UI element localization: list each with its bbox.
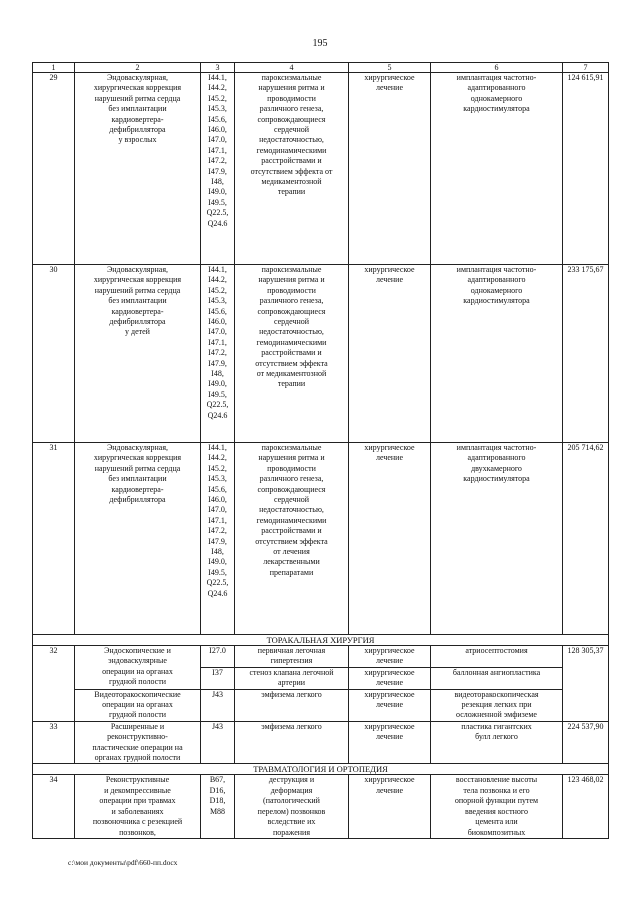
text-line: I49.5, bbox=[208, 567, 227, 577]
text-line: у взрослых bbox=[118, 135, 157, 145]
row-number: 30 bbox=[33, 265, 75, 443]
cell-model bbox=[235, 775, 349, 838]
text-line: B67, bbox=[209, 775, 226, 785]
text-line: дефибриллятора bbox=[109, 317, 166, 327]
text-line: I49.0, bbox=[208, 187, 227, 197]
cell-type bbox=[349, 667, 431, 689]
text-line: Расширенные и bbox=[110, 721, 165, 731]
text-line: I47.2, bbox=[208, 156, 227, 166]
text-line: введения костного bbox=[465, 806, 528, 816]
cell-codes bbox=[201, 775, 235, 838]
row-number: 34 bbox=[33, 775, 75, 838]
row-number: 31 bbox=[33, 443, 75, 635]
text-line: позвоночника с резекцией bbox=[92, 817, 183, 827]
text-line: лечение bbox=[375, 656, 404, 666]
table-row bbox=[33, 73, 609, 265]
text-line: атриосептостомия bbox=[465, 646, 528, 655]
text-line: кардиовертера- bbox=[111, 114, 164, 124]
text-line: I45.3, bbox=[208, 474, 227, 484]
text-line: лечение bbox=[375, 732, 404, 742]
text-line: I47.9, bbox=[208, 536, 227, 546]
cell-method bbox=[431, 775, 563, 838]
text-line: адаптированного bbox=[467, 83, 526, 93]
text-line: органах грудной полости bbox=[94, 753, 181, 763]
table-row bbox=[33, 689, 609, 721]
text-line: пластика гигантских bbox=[461, 721, 532, 731]
text-line: I48, bbox=[211, 369, 224, 379]
text-line: сердечной bbox=[273, 317, 310, 327]
text-line: нарушения ритма и bbox=[258, 453, 325, 463]
text-line: артерии bbox=[277, 678, 306, 688]
text-line: I49.0, bbox=[208, 379, 227, 389]
row-number: 32 bbox=[33, 646, 75, 722]
tariff-table bbox=[32, 62, 609, 839]
page-number: 195 bbox=[312, 38, 328, 49]
cell-codes bbox=[201, 73, 235, 265]
text-line: операции на органах bbox=[102, 700, 173, 710]
cell-name bbox=[75, 73, 201, 265]
text-line: хирургическое bbox=[364, 646, 415, 655]
cell-codes: I27.0 bbox=[201, 646, 235, 668]
text-line: двухкамерного bbox=[471, 463, 522, 473]
text-line: расстройствами и bbox=[261, 526, 322, 536]
text-line: препаратами bbox=[269, 567, 314, 577]
text-line: сопровождающиеся bbox=[257, 114, 326, 124]
text-line: адаптированного bbox=[467, 453, 526, 463]
cell-price: 124 615,91 bbox=[563, 73, 609, 265]
text-line: однокамерного bbox=[470, 285, 523, 295]
text-line: дефибриллятора bbox=[109, 125, 166, 135]
cell-price: 128 305,37 bbox=[563, 646, 609, 722]
text-line: операции при травмах bbox=[99, 796, 176, 806]
cell-price: 224 537,90 bbox=[563, 721, 609, 764]
text-line: I45.6, bbox=[208, 114, 227, 124]
text-line: Эндоваскулярная, bbox=[106, 265, 168, 274]
text-line: различного генеза, bbox=[259, 296, 324, 306]
cell-method bbox=[431, 443, 563, 635]
cell-name bbox=[75, 721, 201, 764]
text-line: I46.0, bbox=[208, 317, 227, 327]
text-line: реконструктивно- bbox=[107, 732, 168, 742]
text-line: хирургическая коррекция bbox=[93, 453, 182, 463]
column-number: 2 bbox=[75, 63, 201, 73]
cell-type bbox=[349, 775, 431, 838]
table-row bbox=[33, 265, 609, 443]
text-line: недостаточностью, bbox=[259, 135, 324, 145]
text-line: медикаментозной bbox=[261, 177, 322, 187]
text-line: I49.5, bbox=[208, 197, 227, 207]
text-line: лечение bbox=[375, 785, 404, 795]
text-line: нарушения ритма и bbox=[258, 275, 325, 285]
text-line: Видеоторакоскопические bbox=[94, 689, 181, 699]
text-line: проводимости bbox=[267, 285, 316, 295]
text-line: лечение bbox=[375, 453, 404, 463]
text-line: пароксизмальные bbox=[261, 265, 322, 274]
text-line: стеноз клапана легочной bbox=[249, 667, 334, 677]
cell-codes: I37 bbox=[201, 667, 235, 689]
table-row bbox=[33, 721, 609, 764]
text-line: I47.1, bbox=[208, 145, 227, 155]
text-line: деформация bbox=[270, 785, 313, 795]
text-line: осложненной эмфиземе bbox=[456, 710, 537, 720]
text-line: эмфизема легкого bbox=[261, 689, 322, 699]
cell-price: 233 175,67 bbox=[563, 265, 609, 443]
text-line: D16, bbox=[209, 785, 226, 795]
text-line: I47.9, bbox=[208, 358, 227, 368]
text-line: M88 bbox=[209, 806, 226, 816]
text-line: без имплантации bbox=[108, 296, 167, 306]
text-line: хирургическое bbox=[364, 775, 415, 785]
text-line: Эндоваскулярная, bbox=[106, 73, 168, 82]
text-line: I47.0, bbox=[208, 327, 227, 337]
text-line: нарушений ритма сердца bbox=[94, 93, 181, 103]
text-line: имплантация частотно- bbox=[456, 73, 537, 82]
cell-method bbox=[431, 667, 563, 689]
text-line: гемодинамическими bbox=[256, 145, 327, 155]
text-line: поражения bbox=[272, 827, 311, 837]
text-line: кардиовертера- bbox=[111, 306, 164, 316]
text-line: хирургическое bbox=[364, 667, 415, 677]
text-line: хирургическая коррекция bbox=[93, 83, 182, 93]
section-row bbox=[33, 635, 609, 646]
text-line: отсутствием эффекта bbox=[255, 358, 328, 368]
cell-price: 123 468,02 bbox=[563, 775, 609, 838]
column-number: 1 bbox=[33, 63, 75, 73]
text-line: гемодинамическими bbox=[256, 337, 327, 347]
cell-name bbox=[75, 265, 201, 443]
table-row bbox=[33, 646, 609, 668]
cell-name bbox=[75, 443, 201, 635]
text-line: лекарственными bbox=[263, 557, 320, 567]
text-line: I46.0, bbox=[208, 495, 227, 505]
text-line: I48, bbox=[211, 177, 224, 187]
text-line: первичная легочная bbox=[257, 646, 326, 655]
text-line: хирургическое bbox=[364, 689, 415, 699]
text-line: операции на органах bbox=[102, 666, 173, 676]
text-line: и декомпрессивные bbox=[104, 785, 171, 795]
text-line: I44.1, bbox=[208, 73, 227, 82]
cell-type bbox=[349, 265, 431, 443]
text-line: баллонная ангиопластика bbox=[452, 667, 541, 677]
text-line: проводимости bbox=[267, 463, 316, 473]
text-line: Эндоваскулярная, bbox=[106, 443, 168, 452]
text-line: (патологический bbox=[263, 796, 320, 806]
text-line: от медикаментозной bbox=[256, 369, 327, 379]
text-line: различного генеза, bbox=[259, 474, 324, 484]
cell-model bbox=[235, 73, 349, 265]
text-line: I45.3, bbox=[208, 296, 227, 306]
table-row bbox=[33, 775, 609, 838]
cell-type bbox=[349, 646, 431, 668]
file-path-footer: c:\мои документы\pdf\660-пп.docx bbox=[68, 858, 178, 867]
text-line: I45.2, bbox=[208, 93, 227, 103]
text-line: I45.6, bbox=[208, 306, 227, 316]
text-line: перелом) позвонков bbox=[257, 806, 326, 816]
text-line: терапии bbox=[277, 379, 306, 389]
text-line: без имплантации bbox=[108, 104, 167, 114]
text-line: Q22.5, bbox=[206, 578, 229, 588]
text-line: имплантация частотно- bbox=[456, 443, 537, 452]
text-line: Реконструктивные bbox=[105, 775, 170, 785]
text-line: кардиостимулятора bbox=[463, 474, 530, 484]
text-line: I47.2, bbox=[208, 526, 227, 536]
cell-model bbox=[235, 689, 349, 721]
text-line: хирургическое bbox=[364, 73, 415, 82]
text-line: I44.1, bbox=[208, 443, 227, 452]
cell-type bbox=[349, 721, 431, 764]
text-line: эмфизема легкого bbox=[261, 721, 322, 731]
cell-codes: J43 bbox=[201, 721, 235, 764]
text-line: и заболеваниях bbox=[111, 806, 164, 816]
text-line: различного генеза, bbox=[259, 104, 324, 114]
text-line: I45.3, bbox=[208, 104, 227, 114]
text-line: терапии bbox=[277, 187, 306, 197]
text-line: пароксизмальные bbox=[261, 443, 322, 452]
text-line: нарушений ритма сердца bbox=[94, 285, 181, 295]
cell-codes: J43 bbox=[201, 689, 235, 721]
text-line: I49.0, bbox=[208, 557, 227, 567]
text-line: сердечной bbox=[273, 495, 310, 505]
text-line: расстройствами и bbox=[261, 348, 322, 358]
cell-method bbox=[431, 265, 563, 443]
table-row bbox=[33, 443, 609, 635]
text-line: I47.2, bbox=[208, 348, 227, 358]
column-number: 4 bbox=[235, 63, 349, 73]
column-number: 5 bbox=[349, 63, 431, 73]
column-number: 3 bbox=[201, 63, 235, 73]
text-line: нарушений ритма сердца bbox=[94, 463, 181, 473]
text-line: недостаточностью, bbox=[259, 327, 324, 337]
text-line: проводимости bbox=[267, 93, 316, 103]
text-line: Q24.6 bbox=[207, 588, 228, 598]
text-line: восстановление высоты bbox=[455, 775, 538, 785]
cell-model bbox=[235, 443, 349, 635]
section-title: ТРАВМАТОЛОГИЯ И ОРТОПЕДИЯ bbox=[33, 764, 609, 775]
column-number: 7 bbox=[563, 63, 609, 73]
cell-price: 205 714,62 bbox=[563, 443, 609, 635]
text-line: пароксизмальные bbox=[261, 73, 322, 82]
text-line: I45.6, bbox=[208, 484, 227, 494]
text-line: нарушения ритма и bbox=[258, 83, 325, 93]
text-line: I44.2, bbox=[208, 453, 227, 463]
text-line: I48, bbox=[211, 547, 224, 557]
text-line: от лечения bbox=[273, 547, 310, 557]
text-line: Q22.5, bbox=[206, 208, 229, 218]
text-line: гипертензия bbox=[270, 656, 313, 666]
text-line: I47.1, bbox=[208, 515, 227, 525]
text-line: опорной функции путем bbox=[454, 796, 539, 806]
cell-model bbox=[235, 667, 349, 689]
text-line: хирургическое bbox=[364, 443, 415, 452]
text-line: позвонков, bbox=[119, 827, 156, 837]
text-line: I44.1, bbox=[208, 265, 227, 274]
text-line: биокомпозитных bbox=[467, 827, 526, 837]
row-number: 33 bbox=[33, 721, 75, 764]
cell-method bbox=[431, 721, 563, 764]
text-line: I45.2, bbox=[208, 463, 227, 473]
text-line: недостаточностью, bbox=[259, 505, 324, 515]
text-line: без имплантации bbox=[108, 474, 167, 484]
cell-codes bbox=[201, 443, 235, 635]
text-line: грудной полости bbox=[109, 710, 166, 720]
text-line: резекция легких при bbox=[461, 700, 532, 710]
text-line: хирургическое bbox=[364, 265, 415, 274]
text-line: деструкция и bbox=[268, 775, 315, 785]
text-line: Q24.6 bbox=[207, 218, 228, 228]
cell-method bbox=[431, 646, 563, 668]
cell-method bbox=[431, 73, 563, 265]
text-line: кардиостимулятора bbox=[463, 104, 530, 114]
text-line: I47.0, bbox=[208, 135, 227, 145]
column-number-row bbox=[33, 63, 609, 73]
row-number: 29 bbox=[33, 73, 75, 265]
cell-type bbox=[349, 443, 431, 635]
text-line: лечение bbox=[375, 275, 404, 285]
text-line: I44.2, bbox=[208, 275, 227, 285]
text-line: I46.0, bbox=[208, 125, 227, 135]
text-line: I47.0, bbox=[208, 505, 227, 515]
text-line: лечение bbox=[375, 83, 404, 93]
text-line: адаптированного bbox=[467, 275, 526, 285]
text-line: лечение bbox=[375, 678, 404, 688]
cell-method bbox=[431, 689, 563, 721]
text-line: эндоваскулярные bbox=[108, 656, 167, 666]
text-line: сопровождающиеся bbox=[257, 306, 326, 316]
text-line: булл легкого bbox=[475, 732, 518, 742]
cell-name bbox=[75, 775, 201, 838]
section-row bbox=[33, 764, 609, 775]
section-title: ТОРАКАЛЬНАЯ ХИРУРГИЯ bbox=[33, 635, 609, 646]
cell-type bbox=[349, 689, 431, 721]
text-line: Q22.5, bbox=[206, 400, 229, 410]
cell-model bbox=[235, 265, 349, 443]
cell-model bbox=[235, 721, 349, 764]
cell-type bbox=[349, 73, 431, 265]
text-line: D18, bbox=[209, 796, 226, 806]
text-line: I49.5, bbox=[208, 389, 227, 399]
text-line: Q24.6 bbox=[207, 410, 228, 420]
text-line: I47.9, bbox=[208, 166, 227, 176]
cell-name bbox=[75, 689, 201, 721]
text-line: цемента или bbox=[475, 817, 518, 827]
text-line: грудной полости bbox=[109, 677, 166, 687]
text-line: дефибриллятора bbox=[109, 495, 166, 505]
text-line: I45.2, bbox=[208, 285, 227, 295]
text-line: хирургическое bbox=[364, 721, 415, 731]
cell-name bbox=[75, 646, 201, 690]
text-line: однокамерного bbox=[470, 93, 523, 103]
text-line: тела позвонка и его bbox=[463, 785, 530, 795]
text-line: I47.1, bbox=[208, 337, 227, 347]
column-number: 6 bbox=[431, 63, 563, 73]
text-line: имплантация частотно- bbox=[456, 265, 537, 274]
text-line: отсутствием эффекта bbox=[255, 536, 328, 546]
text-line: расстройствами и bbox=[261, 156, 322, 166]
text-line: у детей bbox=[125, 327, 150, 337]
text-line: гемодинамическими bbox=[256, 515, 327, 525]
text-line: сердечной bbox=[273, 125, 310, 135]
cell-codes bbox=[201, 265, 235, 443]
text-line: сопровождающиеся bbox=[257, 484, 326, 494]
text-line: пластические операции на bbox=[92, 742, 183, 752]
text-line: I44.2, bbox=[208, 83, 227, 93]
cell-model bbox=[235, 646, 349, 668]
text-line: кардиовертера- bbox=[111, 484, 164, 494]
text-line: кардиостимулятора bbox=[463, 296, 530, 306]
text-line: Эндоскопические и bbox=[104, 646, 171, 655]
text-line: вследствие их bbox=[267, 817, 316, 827]
text-line: лечение bbox=[375, 700, 404, 710]
text-line: видеоторакоскопическая bbox=[454, 689, 539, 699]
text-line: хирургическая коррекция bbox=[93, 275, 182, 285]
text-line: отсутствием эффекта от bbox=[250, 166, 333, 176]
